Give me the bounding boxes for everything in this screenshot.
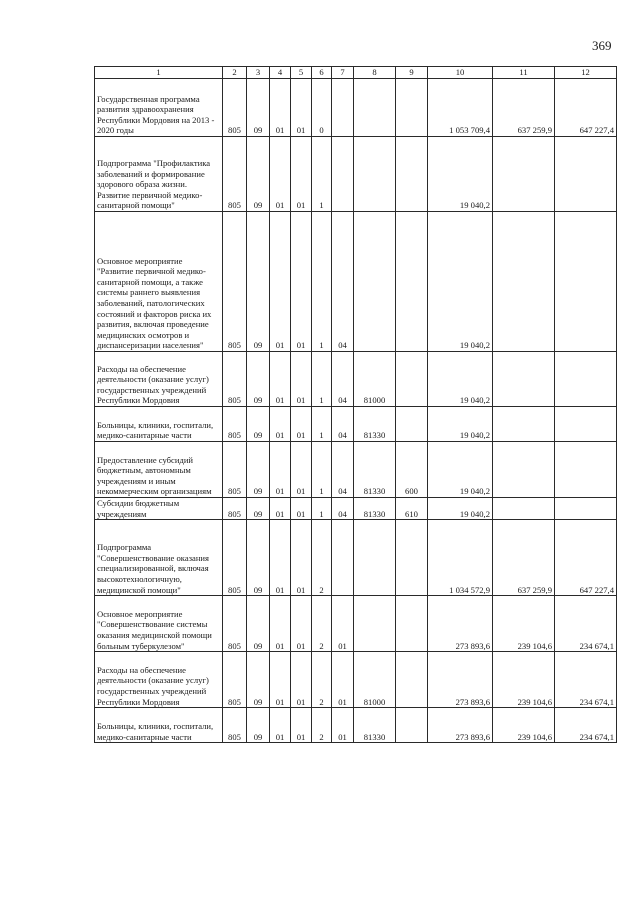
- cell-amount: 637 259,9: [493, 79, 555, 137]
- cell-code: 01: [270, 596, 291, 652]
- cell-code: 81330: [354, 407, 396, 442]
- row-name: Основное мероприятие "Развитие первичной медико-санитарной помощи, а также системы раннего выявления заболеваний, патологических состояний и факторов риска их развития, включая проведение медицинских осмотров и диспансеризации населения": [95, 212, 223, 352]
- cell-code: 2: [312, 520, 332, 596]
- cell-code: 01: [270, 137, 291, 212]
- cell-code: 1: [312, 498, 332, 520]
- cell-code: 04: [332, 498, 354, 520]
- cell-code: [396, 407, 428, 442]
- cell-code: 805: [223, 498, 247, 520]
- cell-amount: 19 040,2: [428, 137, 493, 212]
- cell-amount: 19 040,2: [428, 212, 493, 352]
- cell-code: 01: [291, 652, 312, 708]
- cell-code: 01: [291, 596, 312, 652]
- column-header: 7: [332, 67, 354, 79]
- cell-code: 01: [270, 79, 291, 137]
- cell-amount: 647 227,4: [555, 79, 617, 137]
- cell-code: 01: [291, 79, 312, 137]
- column-header: 4: [270, 67, 291, 79]
- cell-amount: [555, 442, 617, 498]
- cell-amount: 234 674,1: [555, 708, 617, 743]
- cell-amount: [493, 352, 555, 407]
- cell-code: 81330: [354, 442, 396, 498]
- cell-code: 01: [270, 652, 291, 708]
- table-row: [95, 498, 617, 520]
- cell-amount: 273 893,6: [428, 708, 493, 743]
- cell-code: 01: [291, 442, 312, 498]
- cell-amount: 637 259,9: [493, 520, 555, 596]
- cell-amount: 234 674,1: [555, 596, 617, 652]
- cell-code: [396, 596, 428, 652]
- column-header: 12: [555, 67, 617, 79]
- row-name: Расходы на обеспечение деятельности (оказание услуг) государственных учреждений Республики Мордовия: [95, 652, 223, 708]
- cell-code: 2: [312, 652, 332, 708]
- cell-code: [354, 79, 396, 137]
- cell-amount: [493, 212, 555, 352]
- cell-code: 01: [291, 708, 312, 743]
- cell-code: 805: [223, 137, 247, 212]
- cell-code: 04: [332, 442, 354, 498]
- table-header: [95, 67, 617, 79]
- table-row: [95, 212, 617, 352]
- cell-code: 01: [270, 212, 291, 352]
- cell-amount: [555, 352, 617, 407]
- cell-code: 09: [247, 137, 270, 212]
- cell-code: 09: [247, 407, 270, 442]
- table-row: [95, 79, 617, 137]
- cell-amount: [555, 407, 617, 442]
- cell-code: 1: [312, 137, 332, 212]
- cell-code: [354, 137, 396, 212]
- cell-code: 01: [270, 352, 291, 407]
- cell-code: 09: [247, 212, 270, 352]
- cell-code: 805: [223, 352, 247, 407]
- cell-code: 01: [291, 520, 312, 596]
- cell-amount: 19 040,2: [428, 407, 493, 442]
- cell-code: 01: [270, 498, 291, 520]
- column-header: 1: [95, 67, 223, 79]
- row-name: Расходы на обеспечение деятельности (оказание услуг) государственных учреждений Республики Мордовия: [95, 352, 223, 407]
- cell-code: [354, 212, 396, 352]
- column-header: 2: [223, 67, 247, 79]
- table-row: [95, 596, 617, 652]
- table-row: [95, 442, 617, 498]
- cell-code: 09: [247, 652, 270, 708]
- cell-code: [396, 652, 428, 708]
- row-name: Субсидии бюджетным учреждениям: [95, 498, 223, 520]
- cell-code: 2: [312, 596, 332, 652]
- cell-amount: 234 674,1: [555, 652, 617, 708]
- cell-code: 01: [332, 596, 354, 652]
- cell-amount: 273 893,6: [428, 652, 493, 708]
- table-row: [95, 407, 617, 442]
- cell-code: 81000: [354, 352, 396, 407]
- column-header: 5: [291, 67, 312, 79]
- header-row: [95, 67, 617, 79]
- cell-code: 600: [396, 442, 428, 498]
- cell-amount: [555, 137, 617, 212]
- cell-amount: 647 227,4: [555, 520, 617, 596]
- cell-amount: 19 040,2: [428, 352, 493, 407]
- column-header: 10: [428, 67, 493, 79]
- cell-code: 805: [223, 520, 247, 596]
- cell-code: [396, 137, 428, 212]
- table-body: [95, 79, 617, 743]
- cell-code: 09: [247, 442, 270, 498]
- cell-code: 1: [312, 352, 332, 407]
- cell-code: 01: [291, 407, 312, 442]
- cell-code: 01: [291, 352, 312, 407]
- cell-code: [396, 352, 428, 407]
- table-row: [95, 352, 617, 407]
- cell-code: 09: [247, 79, 270, 137]
- column-header: 9: [396, 67, 428, 79]
- budget-table: [94, 66, 617, 743]
- row-name: Подпрограмма "Совершенствование оказания специализированной, включая высокотехнологичную, медицинской помощи": [95, 520, 223, 596]
- cell-amount: [493, 442, 555, 498]
- cell-amount: 239 104,6: [493, 652, 555, 708]
- cell-code: 1: [312, 442, 332, 498]
- cell-amount: 19 040,2: [428, 442, 493, 498]
- cell-amount: 273 893,6: [428, 596, 493, 652]
- cell-code: 09: [247, 708, 270, 743]
- cell-code: 04: [332, 407, 354, 442]
- page-number: 369: [592, 38, 612, 53]
- cell-code: 81330: [354, 498, 396, 520]
- cell-code: [396, 79, 428, 137]
- row-name: Больницы, клиники, госпитали, медико-санитарные части: [95, 407, 223, 442]
- cell-code: 01: [332, 708, 354, 743]
- cell-code: [332, 520, 354, 596]
- row-name: Государственная программа развития здравоохранения Республики Мордовия на 2013 - 2020 годы: [95, 79, 223, 137]
- cell-code: 01: [270, 407, 291, 442]
- cell-amount: 19 040,2: [428, 498, 493, 520]
- table-row: [95, 137, 617, 212]
- cell-code: 805: [223, 652, 247, 708]
- column-header: 6: [312, 67, 332, 79]
- cell-amount: [493, 137, 555, 212]
- table-row: [95, 652, 617, 708]
- cell-code: 81330: [354, 708, 396, 743]
- cell-code: 0: [312, 79, 332, 137]
- cell-code: 01: [332, 652, 354, 708]
- cell-amount: [493, 407, 555, 442]
- cell-code: [396, 520, 428, 596]
- cell-code: 09: [247, 596, 270, 652]
- cell-code: 01: [291, 498, 312, 520]
- cell-code: 1: [312, 212, 332, 352]
- row-name: Больницы, клиники, госпитали, медико-санитарные части: [95, 708, 223, 743]
- cell-code: 01: [291, 137, 312, 212]
- cell-code: 805: [223, 79, 247, 137]
- cell-code: 01: [270, 708, 291, 743]
- cell-code: 81000: [354, 652, 396, 708]
- cell-code: 805: [223, 442, 247, 498]
- cell-code: 01: [270, 520, 291, 596]
- cell-code: 805: [223, 407, 247, 442]
- row-name: Подпрограмма "Профилактика заболеваний и формирование здорового образа жизни. Развитие первичной медико-санитарной помощи": [95, 137, 223, 212]
- cell-code: 01: [291, 212, 312, 352]
- cell-code: 805: [223, 708, 247, 743]
- table-row: [95, 520, 617, 596]
- cell-code: 1: [312, 407, 332, 442]
- cell-code: [396, 212, 428, 352]
- cell-code: [332, 137, 354, 212]
- cell-code: [354, 596, 396, 652]
- cell-code: 805: [223, 596, 247, 652]
- cell-code: [332, 79, 354, 137]
- cell-amount: [555, 498, 617, 520]
- cell-code: 01: [270, 442, 291, 498]
- cell-code: 09: [247, 498, 270, 520]
- cell-amount: 1 053 709,4: [428, 79, 493, 137]
- cell-amount: [493, 498, 555, 520]
- cell-code: 09: [247, 520, 270, 596]
- cell-code: 610: [396, 498, 428, 520]
- table-row: [95, 708, 617, 743]
- cell-amount: 239 104,6: [493, 596, 555, 652]
- cell-code: [354, 520, 396, 596]
- cell-code: 04: [332, 352, 354, 407]
- cell-amount: [555, 212, 617, 352]
- cell-amount: 1 034 572,9: [428, 520, 493, 596]
- cell-code: 805: [223, 212, 247, 352]
- row-name: Предоставление субсидий бюджетным, автономным учреждениям и иным некоммерческим организациям: [95, 442, 223, 498]
- cell-code: [396, 708, 428, 743]
- column-header: 3: [247, 67, 270, 79]
- cell-amount: 239 104,6: [493, 708, 555, 743]
- cell-code: 04: [332, 212, 354, 352]
- column-header: 11: [493, 67, 555, 79]
- cell-code: 2: [312, 708, 332, 743]
- column-header: 8: [354, 67, 396, 79]
- row-name: Основное мероприятие "Совершенствование системы оказания медицинской помощи больным туберкулезом": [95, 596, 223, 652]
- cell-code: 09: [247, 352, 270, 407]
